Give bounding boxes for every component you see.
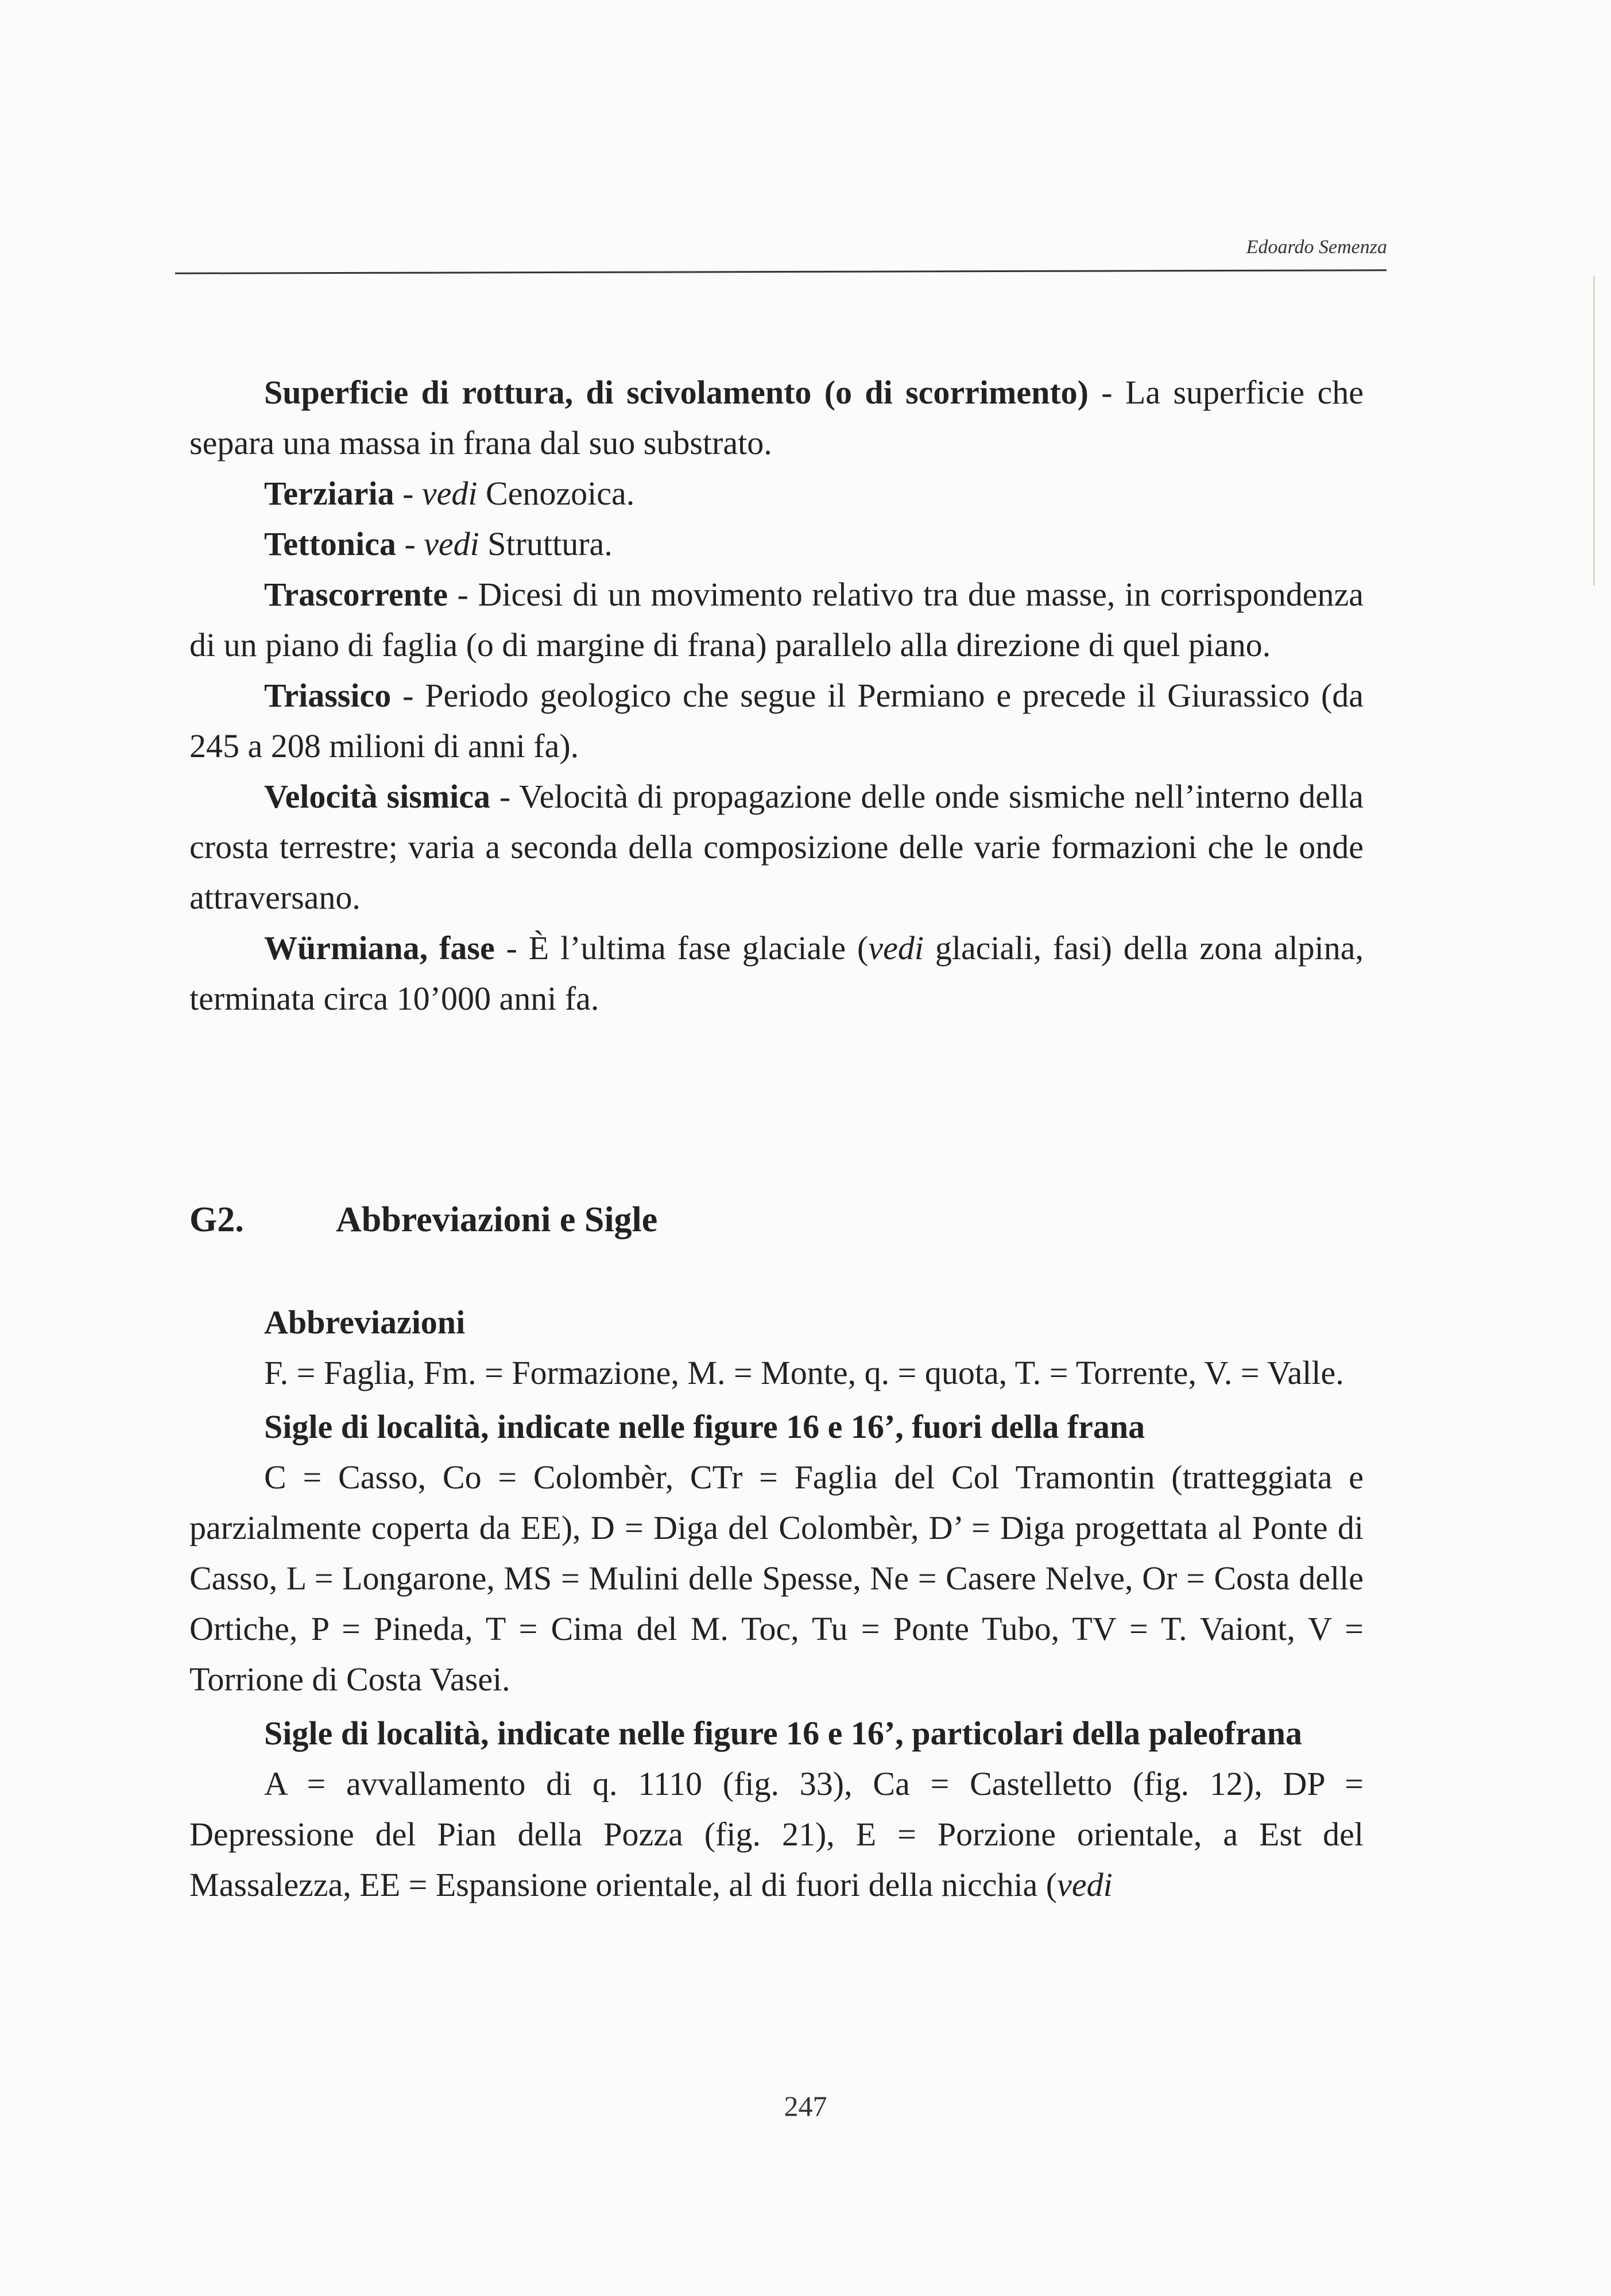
glossary-definition: La superficie che separa una massa in frana dal suo substrato. [189,374,1364,461]
glossary-definition: Cenozoica. [477,475,635,512]
glossary-term: Terziaria [264,475,394,512]
abbreviations-section [189,1297,1364,1910]
glossary-term: Trascorrente [264,576,448,613]
glossary-definition: glaciali, fasi) della zona alpina, terminata circa 10’000 anni fa. [189,929,1364,1017]
glossary-entry: Superficie di rottura, di scivolamento (o di scorrimento) - La superficie che separa una massa in frana dal suo substrato. [189,374,1364,461]
subheading-sigle-paleofrana: Sigle di località, indicate nelle figure 16 e 16’, particolari della paleofrana [264,1715,1302,1752]
glossary-definition: Periodo geologico che segue il Permiano e precede il Giurassico (da 245 a 208 milioni di anni fa). [189,677,1364,765]
subheading-abbreviazioni: Abbreviazioni [264,1304,466,1341]
glossary-entry: Würmiana, fase - È l’ultima fase glaciale (vedi glaciali, fasi) della zona alpina, terminata circa 10’000 anni fa. [189,929,1364,1017]
header-rule [175,269,1387,274]
subheading-sigle-fuori: Sigle di località, indicate nelle figure 16 e 16’, fuori della frana [264,1408,1145,1445]
abbreviazioni-text: F. = Faglia, Fm. = Formazione, M. = Monte, q. = quota, T. = Torrente, V. = Valle. [264,1354,1344,1391]
glossary-term: Velocità sismica [264,778,490,815]
glossary-term: Tettonica [264,525,396,563]
sigle-fuori-text: C = Casso, Co = Colombèr, CTr = Faglia del Col Tramontin (tratteggiata e parzialmente coperta da EE), D = Diga del Colombèr, D’ = Diga progettata al Ponte di Casso, L = Longarone, MS = Mulini delle Spesse, Ne = Casere Nelve, Or = Costa delle Ortiche, P = Pineda, T = Cima del M. Toc, Tu = Ponte Tubo, TV = T. Vaiont, V = Torrione di Costa Vasei. [189,1459,1364,1698]
glossary-entry: Terziaria - vedi Cenozoica. [264,475,635,512]
section-title: Abbreviazioni e Sigle [336,1200,658,1239]
running-head-author: Edoardo Semenza [1246,236,1387,258]
glossary-entry: Velocità sismica - Velocità di propagazione delle onde sismiche nell’interno della crosta terrestre; varia a seconda della composizione delle varie formazioni che le onde attraversano. [189,778,1364,916]
glossary-definition: Dicesi di un movimento relativo tra due masse, in corrispondenza di un piano di faglia (o di margine di frana) parallelo alla direzione di quel piano. [189,576,1364,664]
page-number: 247 [784,2090,827,2122]
binding-shadow [1593,276,1595,585]
glossary-entry: Triassico - Periodo geologico che segue il Permiano e precede il Giurassico (da 245 a 208 milioni di anni fa). [189,677,1364,765]
section-heading [189,1200,657,1240]
section-number: G2. [189,1200,244,1239]
glossary-definition: Struttura. [479,525,613,563]
glossary-entry: Trascorrente - Dicesi di un movimento relativo tra due masse, in corrispondenza di un piano di faglia (o di margine di frana) parallelo alla direzione di quel piano. [189,576,1364,664]
glossary-term: Triassico [264,677,392,714]
glossary-section [189,367,1364,1024]
sigle-paleofrana-text: A = avvallamento di q. 1110 (fig. 33), Ca = Castelletto (fig. 12), DP = Depressione del Pian della Pozza (fig. 21), E = Porzione orientale, a Est del Massalezza, EE = Espansione orientale, al di fuori della nicchia (vedi [189,1765,1364,1903]
glossary-definition: Velocità di propagazione delle onde sismiche nell’interno della crosta terrestre; varia a seconda della composizione delle varie formazioni che le onde attraversano. [189,778,1364,916]
glossary-term: Superficie di rottura, di scivolamento (o di scorrimento) [264,374,1089,411]
glossary-entry: Tettonica - vedi Struttura. [264,525,613,563]
glossary-term: Würmiana, fase [264,929,495,967]
